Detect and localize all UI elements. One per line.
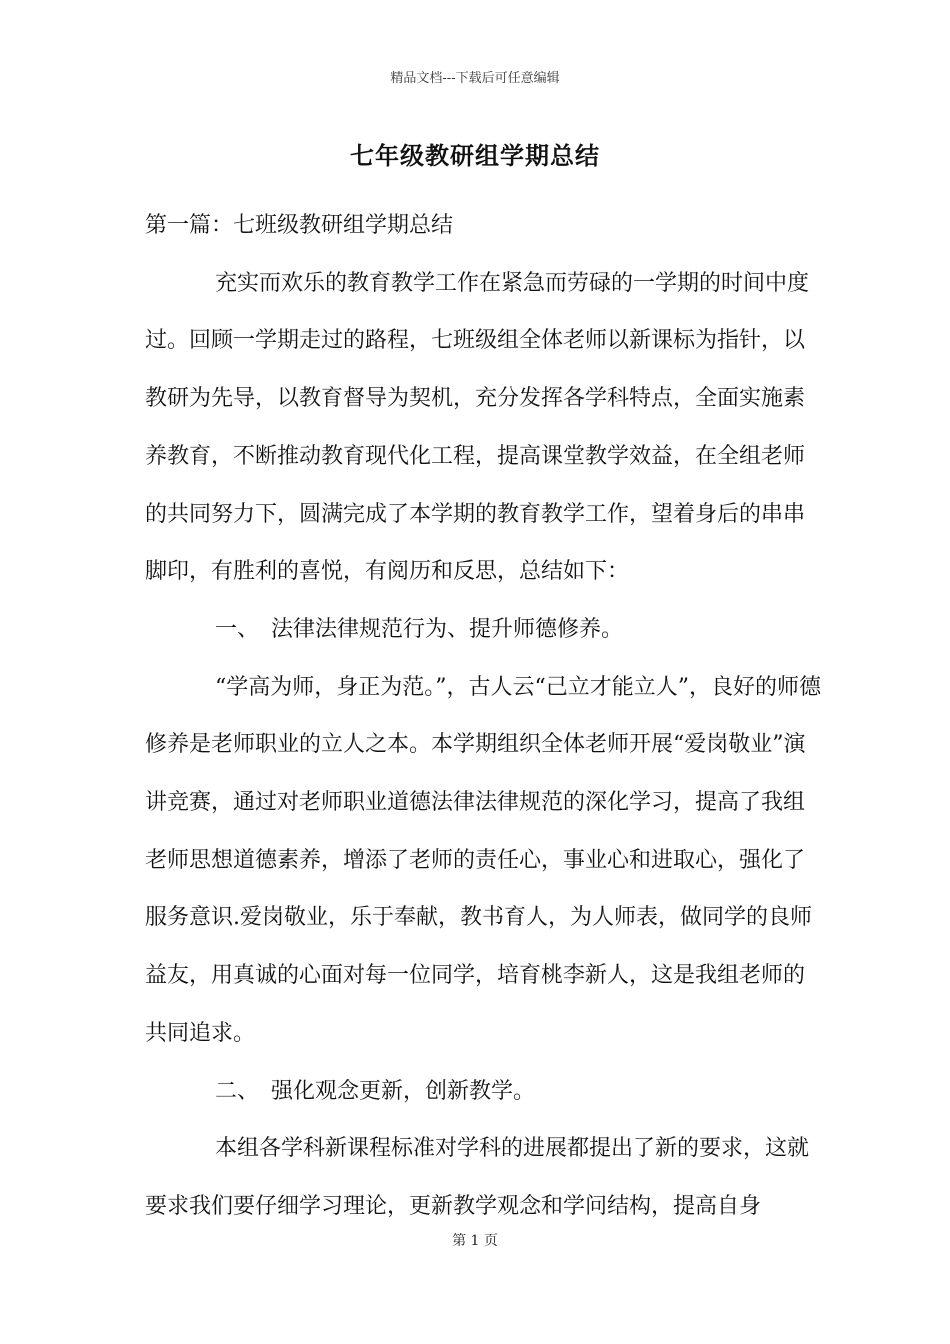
section-subtitle: 第一篇：七班级教研组学期总结 [145,213,454,238]
section-heading-text: 法律法律规范行为、提升师德修养。 [271,616,624,642]
paragraph-intro: 充实而欢乐的教育教学工作在紧急而劳碌的一学期的时间中度过。回顾一学期走过的路程，七班级组全体老师以新课标为指针，以教研为先导，以教育督导为契机，充分发挥各学科特点，全面实施素养教育，不断推动教育现代化工程，提高课堂教学效益，在全组老师的共同努力下，圆满完成了本学期的教育教学工作，望着身后的串串脚印，有胜利的喜悦，有阅历和反思，总结如下： [145,270,810,585]
section-heading-2 [145,1063,825,1121]
section-heading-text: 强化观念更新，创新教学。 [271,1078,536,1104]
paragraph-teaching: 本组各学科新课程标准对学科的进展都提出了新的要求，这就要求我们要仔细学习理论，更新教学观念和学问结构，提高自身 [145,1136,810,1219]
document-body [145,197,825,1236]
document-title: 七年级教研组学期总结 [350,141,600,170]
page-number: 第 1 页 [452,1233,498,1249]
paragraph-ethics: “学高为师，身正为范。”，古人云“己立才能立人”，良好的师德修养是老师职业的立人之本。本学期组织全体老师开展“爱岗敬业”演讲竞赛，通过对老师职业道德法律法律规范的深化学习，提高了我组老师思想道德素养，增添了老师的责任心，事业心和进取心，强化了服务意识.爱岗敬业，乐于奉献，教书育人，为人师表，做同学的良师益友，用真诚的心面对每一位同学，培育桃李新人，这是我组老师的共同追求。 [145,674,821,1046]
section-number: 一、 [215,616,260,642]
section-number: 二、 [215,1078,260,1104]
page-header: 精品文档---下载后可任意编辑 [390,71,560,86]
section-heading-1 [145,601,825,659]
